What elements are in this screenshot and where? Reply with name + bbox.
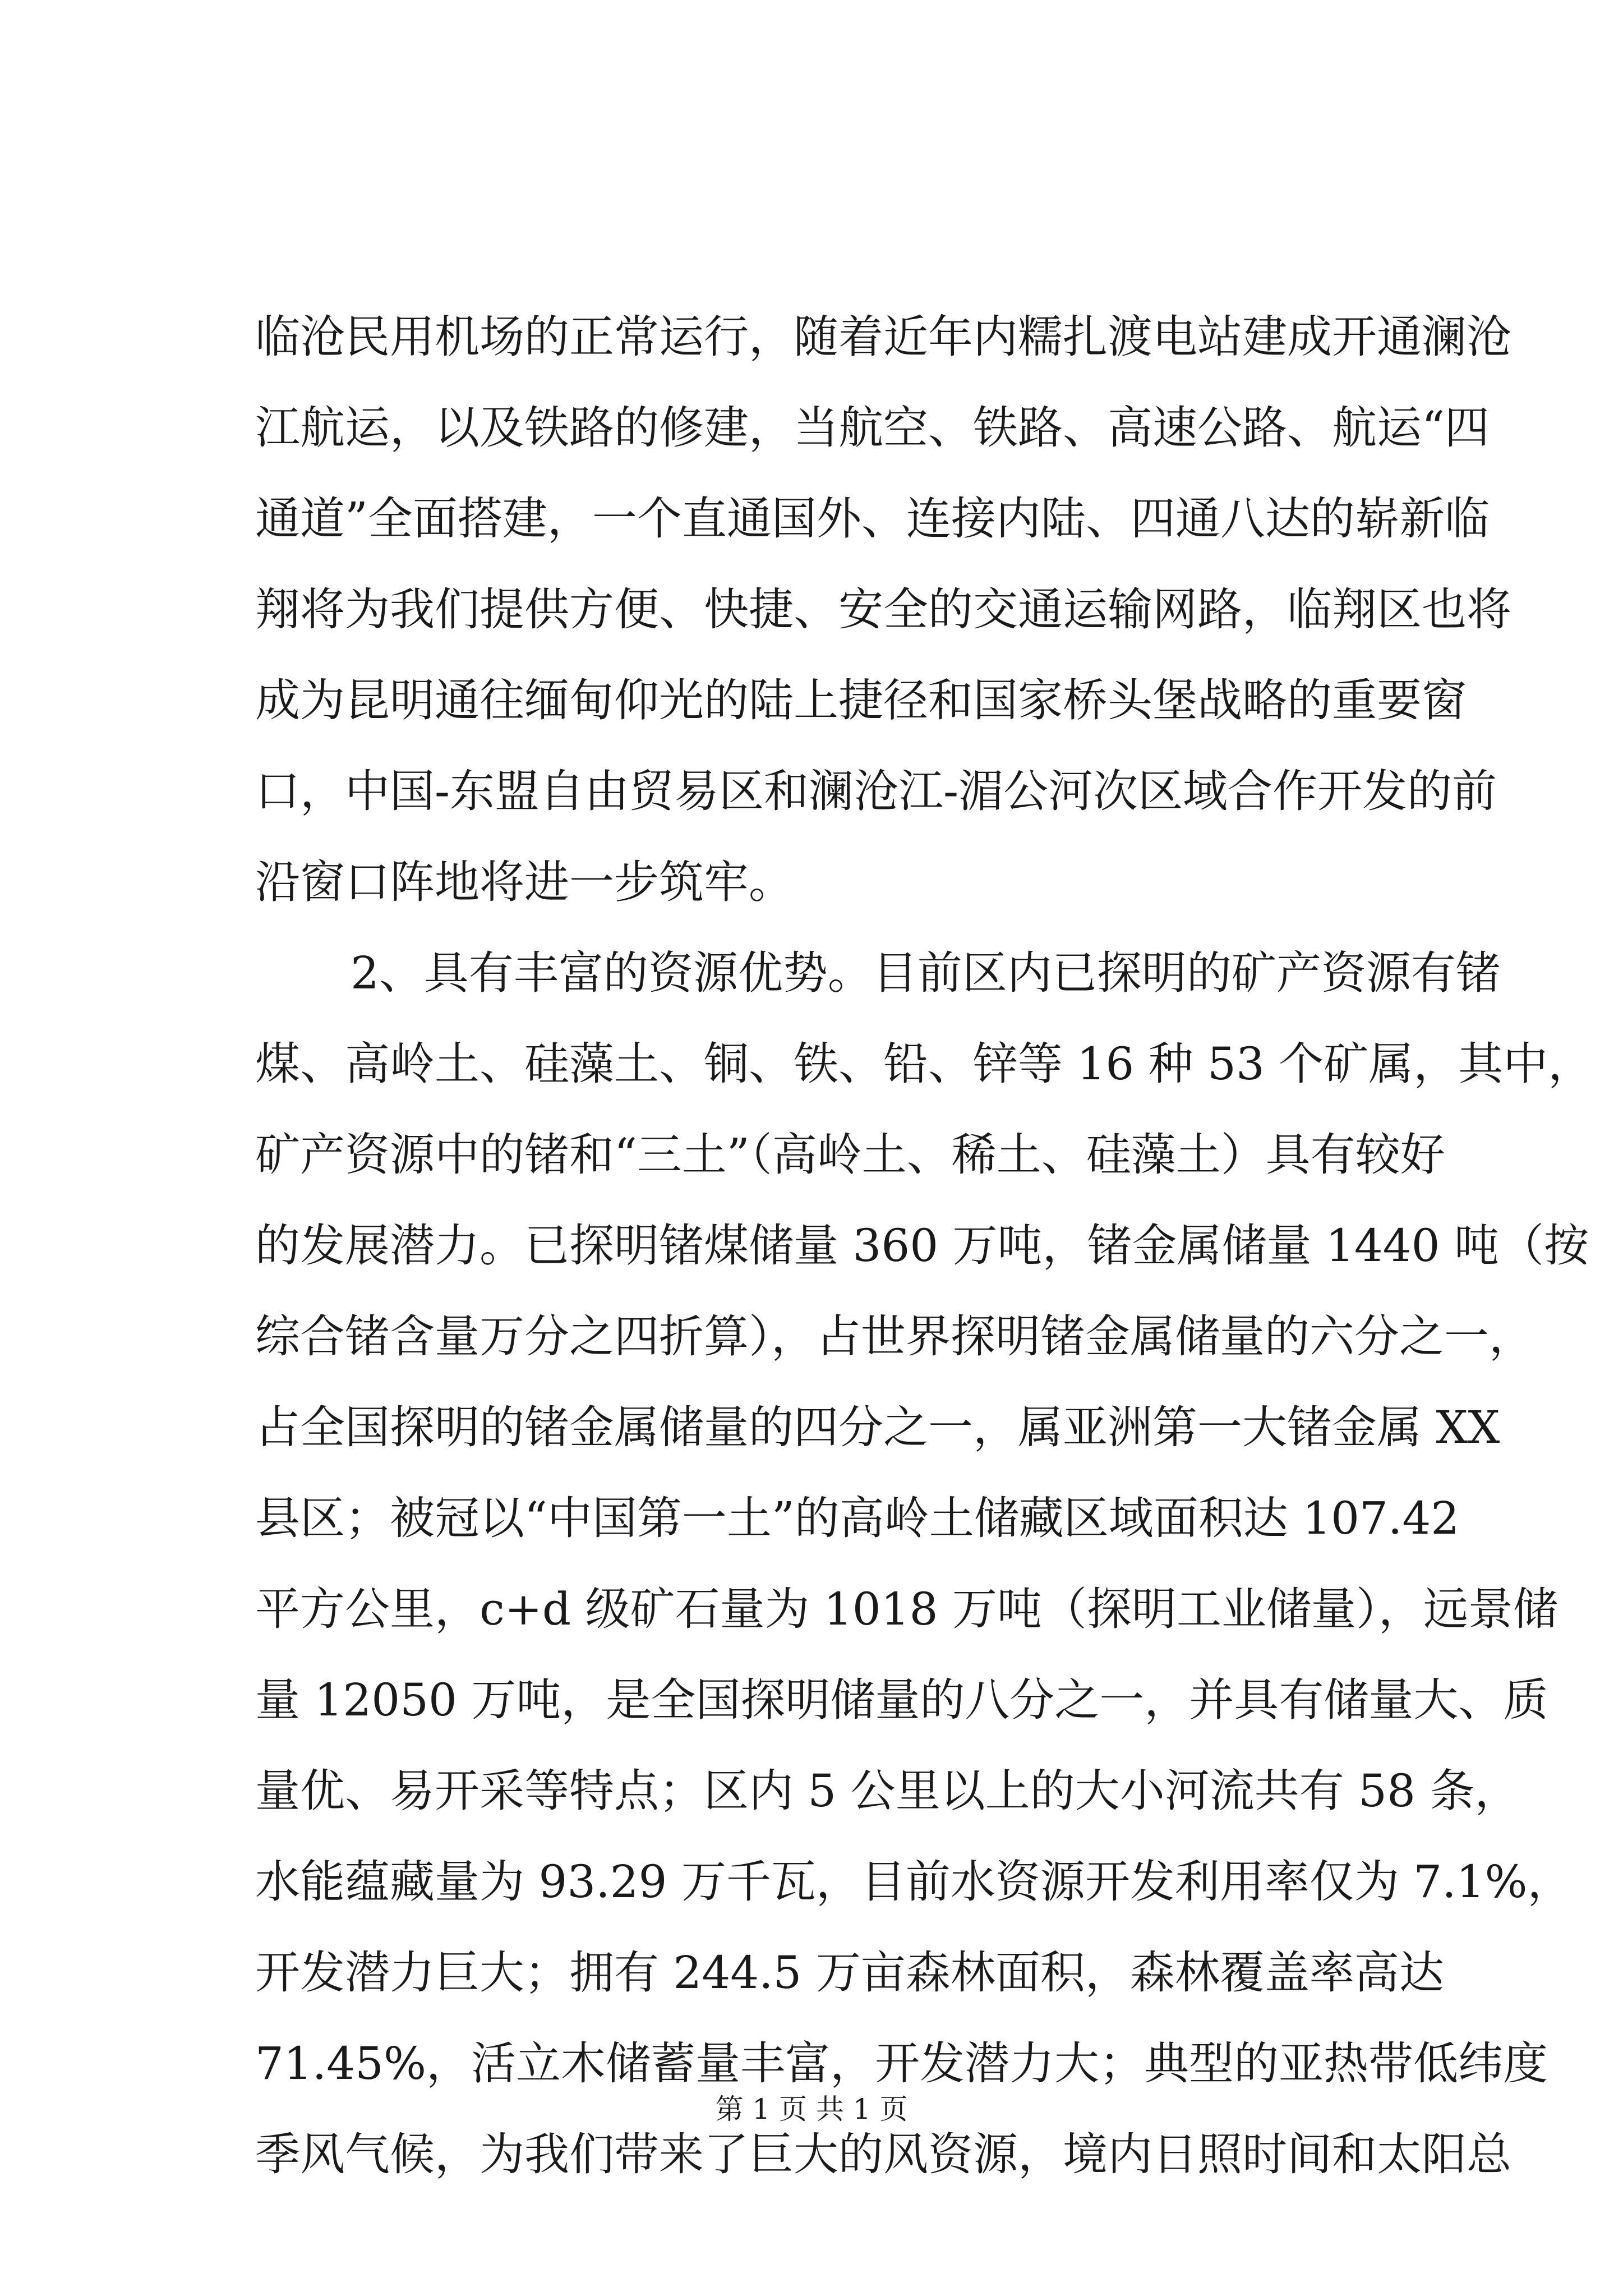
text-line: 71.45%，活立木储蓄量丰富，开发潜力大；典型的亚热带低纬度 [255,2037,1548,2090]
text-line: 通道”全面搭建，一个直通国外、连接内陆、四通八达的崭新临 [255,493,1490,545]
text-line: 量优、易开采等特点；区内 5 公里以上的大小河流共有 58 条， [255,1765,1520,1817]
text-line: 翔将为我们提供方便、快捷、安全的交通运输网路，临翔区也将 [255,583,1511,636]
text-line: 量 12050 万吨，是全国探明储量的八分之一，并具有储量大、质 [255,1674,1548,1726]
text-line: 县区；被冠以“中国第一土”的高岭土储藏区域面积达 107.42 [255,1492,1460,1544]
text-line: 平方公里，c+d 级矿石量为 1018 万吨（探明工业储量），远景储 [255,1583,1558,1635]
text-line: 沿窗口阵地将进一步筑牢。 [255,856,794,908]
document-body [255,292,1593,2200]
page-footer: 第 1 页 共 1 页 [715,2093,908,2125]
paragraph-start-line: 2、具有丰富的资源优势。目前区内已探明的矿产资源有锗 [351,947,1501,999]
text-line: 临沧民用机场的正常运行，随着近年内糯扎渡电站建成开通澜沧 [255,311,1511,363]
text-line: 矿产资源中的锗和“三土”（高岭土、稀土、硅藻土）具有较好 [255,1129,1445,1181]
text-line: 口，中国-东盟自由贸易区和澜沧江-湄公河次区域合作开发的前 [255,765,1497,817]
text-line: 季风气候，为我们带来了巨大的风资源，境内日照时间和太阳总 [255,2128,1511,2180]
text-line: 煤、高岭土、硅藻土、铜、铁、铅、锌等 16 种 53 个矿属，其中， [255,1038,1593,1090]
text-line: 占全国探明的锗金属储量的四分之一，属亚洲第一大锗金属 XX [255,1401,1500,1453]
text-line: 综合锗含量万分之四折算），占世界探明锗金属储量的六分之一， [255,1310,1534,1363]
text-line: 成为昆明通往缅甸仰光的陆上捷径和国家桥头堡战略的重要窗 [255,674,1467,726]
text-line: 的发展潜力。已探明锗煤储量 360 万吨，锗金属储量 1440 吨（按 [255,1220,1589,1272]
text-line: 开发潜力巨大；拥有 244.5 万亩森林面积，森林覆盖率高达 [255,1947,1444,1999]
text-line: 水能蕴藏量为 93.29 万千瓦，目前水资源开发利用率仅为 7.1%， [255,1856,1573,1908]
text-line: 江航运，以及铁路的修建，当航空、铁路、高速公路、航运“四 [255,402,1490,454]
